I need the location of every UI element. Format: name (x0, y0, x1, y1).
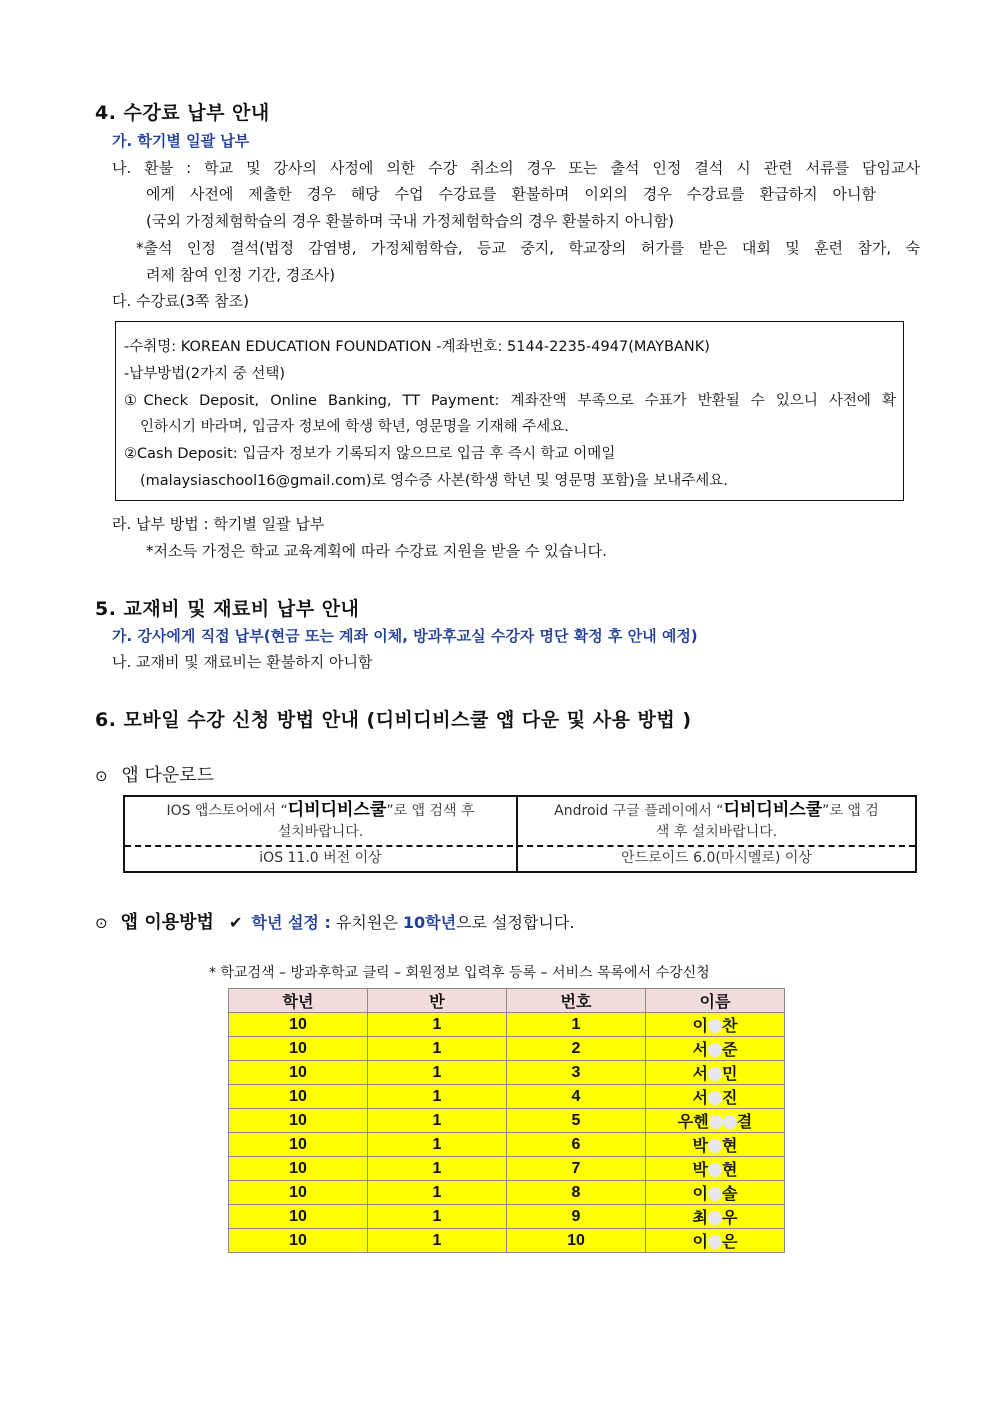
table-row (229, 1037, 785, 1061)
number-cell: 2 (507, 1037, 646, 1061)
header-name: 이름 (646, 989, 785, 1013)
table-header-row (229, 989, 785, 1013)
table-row (229, 1085, 785, 1109)
section-5-item-ga: 가. 강사에게 직접 납부(현금 또는 계좌 이체, 방과후교실 수강자 명단 확정 후 안내 예정) (112, 627, 698, 645)
ios-app-name: 디비디비스쿨 (287, 800, 387, 820)
class-cell: 1 (368, 1109, 507, 1133)
name-cell: 이 은 (646, 1229, 785, 1253)
download-title (95, 761, 214, 787)
payment-option1-line1: ①Check Deposit, Online Banking, TT Payment: 계좌잔액 부족으로 수표가 반환될 수 있으니 사전에 확 (124, 393, 896, 409)
grade-sample-table (228, 988, 785, 1253)
number-cell: 1 (507, 1013, 646, 1037)
name-cell: 이 솔 (646, 1181, 785, 1205)
section-4-item-ra: 라. 납부 방법 : 학기별 일괄 납부 (112, 515, 325, 533)
section-4-item-na-note2: 려제 참여 인정 기간, 경조사) (146, 266, 336, 284)
header-class: 반 (368, 989, 507, 1013)
usage-line: ⊙ 앱 이용방법 ✔ 학년 설정 : 유치원은 10학년으로 설정합니다. (95, 912, 575, 933)
redaction-mark (708, 1067, 722, 1081)
table-row (229, 1157, 785, 1181)
class-cell: 1 (368, 1013, 507, 1037)
table-row (229, 1229, 785, 1253)
section-4-item-na-line2: 에게 사전에 제출한 경우 해당 수업 수강료를 환불하며 이외의 경우 수강료를 환급하지 아니함 (146, 185, 876, 203)
section-4-item-na-line1: 나. 환불 : 학교 및 강사의 사정에 의한 수강 취소의 경우 또는 출석 인정 결석 시 관련 서류를 담임교사 (112, 159, 920, 177)
grade-cell: 10 (229, 1229, 368, 1253)
section-4-item-na-line3: (국외 가정체험학습의 경우 환불하며 국내 가정체험학습의 경우 환불하지 아니함) (146, 212, 675, 230)
grade-cell: 10 (229, 1157, 368, 1181)
table-row (229, 1181, 785, 1205)
check-icon: ✔ (228, 913, 243, 932)
android-app-name: 디비디비스쿨 (723, 800, 823, 820)
number-cell: 9 (507, 1205, 646, 1229)
grade-cell: 10 (229, 1085, 368, 1109)
android-store-cell: Android 구글 플레이에서 “디비디비스쿨”로 앱 검 색 후 설치바랍니다. (554, 800, 879, 840)
table-row (229, 1013, 785, 1037)
class-cell: 1 (368, 1061, 507, 1085)
table-row (229, 1109, 785, 1133)
download-label: 앱 다운로드 (121, 765, 214, 786)
header-grade: 학년 (229, 989, 368, 1013)
number-cell: 8 (507, 1181, 646, 1205)
redaction-mark (723, 1115, 737, 1129)
class-cell: 1 (368, 1229, 507, 1253)
circle-dot-icon: ⊙ (95, 767, 108, 785)
section-5-heading: 5. 교재비 및 재료비 납부 안내 (95, 598, 360, 620)
section-4-heading: 4. 수강료 납부 안내 (95, 102, 270, 124)
grade-setting-label: 학년 설정 : (251, 913, 331, 932)
table-divider-vertical (516, 797, 518, 871)
usage-label: 앱 이용방법 (120, 912, 214, 933)
table-row (229, 1061, 785, 1085)
circle-dot-icon: ⊙ (95, 914, 108, 932)
header-number: 번호 (507, 989, 646, 1013)
table-row (229, 1205, 785, 1229)
download-table (123, 795, 917, 873)
class-cell: 1 (368, 1133, 507, 1157)
grade-cell: 10 (229, 1205, 368, 1229)
grade-cell: 10 (229, 1061, 368, 1085)
class-cell: 1 (368, 1037, 507, 1061)
redaction-mark (708, 1211, 722, 1225)
section-4-item-ra-note: *저소득 가정은 학교 교육계획에 따라 수강료 지원을 받을 수 있습니다. (146, 542, 607, 560)
ios-version-cell: iOS 11.0 버전 이상 (259, 850, 382, 866)
class-cell: 1 (368, 1205, 507, 1229)
grade-cell: 10 (229, 1013, 368, 1037)
name-cell: 박 현 (646, 1133, 785, 1157)
payment-option2-line1: ②Cash Deposit: 입금자 정보가 기록되지 않으므로 입금 후 즉시 학교 이메일 (124, 446, 616, 462)
number-cell: 3 (507, 1061, 646, 1085)
number-cell: 6 (507, 1133, 646, 1157)
section-4-item-na-note1: *출석 인정 결석(법정 감염병, 가정체험학습, 등교 중지, 학교장의 허가를 받은 대회 및 훈련 참가, 숙 (136, 239, 920, 257)
name-cell: 서 민 (646, 1061, 785, 1085)
table-row (229, 1133, 785, 1157)
payment-method-line: -납부방법(2가지 중 선택) (124, 366, 286, 382)
payment-option1-line2: 인하시기 바라며, 입금자 정보에 학생 학년, 영문명을 기재해 주세요. (140, 419, 569, 435)
redaction-mark (708, 1043, 722, 1057)
number-cell: 7 (507, 1157, 646, 1181)
number-cell: 10 (507, 1229, 646, 1253)
name-cell: 이 찬 (646, 1013, 785, 1037)
table-divider-dashed (125, 845, 915, 847)
payment-info-box (115, 321, 904, 501)
grade-setting-value: 10학년 (402, 913, 457, 932)
grade-cell: 10 (229, 1133, 368, 1157)
number-cell: 5 (507, 1109, 646, 1133)
ios-store-cell: IOS 앱스토어에서 “디비디비스쿨”로 앱 검색 후 설치바랍니다. (166, 800, 475, 840)
section-4-item-ga: 가. 학기별 일괄 납부 (112, 132, 250, 150)
name-cell: 우헨 결 (646, 1109, 785, 1133)
payment-recipient-line: -수취명: KOREAN EDUCATION FOUNDATION -계좌번호: 5144-2235-4947(MAYBANK) (124, 339, 710, 355)
redaction-mark (708, 1163, 722, 1177)
name-cell: 서 준 (646, 1037, 785, 1061)
redaction-mark (709, 1115, 723, 1129)
payment-option2-line2: (malaysiaschool16@gmail.com)로 영수증 사본(학생 학년 및 영문명 포함)을 보내주세요. (140, 473, 728, 489)
name-cell: 서 진 (646, 1085, 785, 1109)
section-4-item-da: 다. 수강료(3쪽 참조) (112, 292, 249, 310)
grade-cell: 10 (229, 1109, 368, 1133)
grade-cell: 10 (229, 1181, 368, 1205)
redaction-mark (708, 1235, 722, 1249)
class-cell: 1 (368, 1157, 507, 1181)
number-cell: 4 (507, 1085, 646, 1109)
class-cell: 1 (368, 1085, 507, 1109)
redaction-mark (708, 1139, 722, 1153)
redaction-mark (708, 1091, 722, 1105)
section-6-heading: 6. 모바일 수강 신청 방법 안내 (디비디비스쿨 앱 다운 및 사용 방법 ) (95, 709, 692, 731)
redaction-mark (708, 1187, 722, 1201)
registration-steps: * 학교검색 – 방과후학교 클릭 – 회원정보 입력후 등록 – 서비스 목록에서 수강신청 (209, 965, 710, 981)
android-version-cell: 안드로이드 6.0(마시멜로) 이상 (621, 850, 812, 866)
section-5-item-na: 나. 교재비 및 재료비는 환불하지 아니함 (112, 653, 373, 671)
name-cell: 박 현 (646, 1157, 785, 1181)
name-cell: 최 우 (646, 1205, 785, 1229)
class-cell: 1 (368, 1181, 507, 1205)
redaction-mark (708, 1019, 722, 1033)
grade-cell: 10 (229, 1037, 368, 1061)
